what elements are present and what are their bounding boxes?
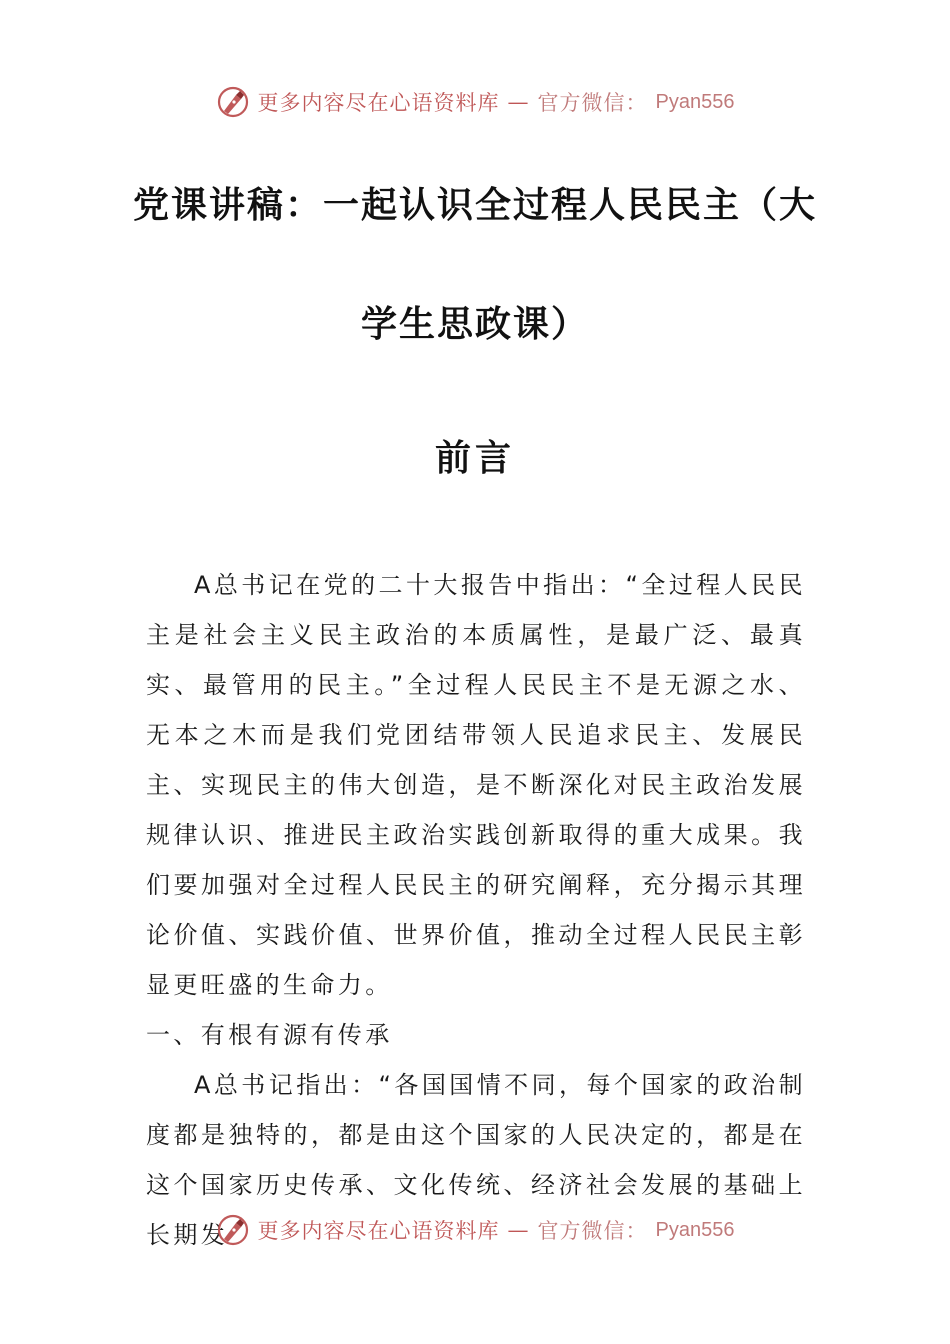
preface-heading: 前言 bbox=[434, 438, 515, 479]
paragraph-2: A总书记指出：“各国国情不同，每个国家的政治制度都是独特的，都是由这个国家的人民决定的，都是在这个国家历史传承、文化传统、经济社会发展的基础上长期发 bbox=[146, 1071, 806, 1249]
banner-wechat-label: 官方微信： bbox=[537, 91, 648, 115]
header-watermark-banner bbox=[0, 82, 950, 122]
footer-watermark-banner bbox=[0, 1210, 950, 1250]
banner-dash: — bbox=[507, 1218, 530, 1242]
document-body bbox=[146, 560, 806, 1260]
banner-account: Pyan556 bbox=[655, 1218, 735, 1241]
section-1-heading: 一、有根有源有传承 bbox=[146, 1021, 393, 1049]
document-title-line1: 党课讲稿：一起认识全过程人民民主（大 bbox=[132, 185, 817, 226]
paragraph-1: A总书记在党的二十大报告中指出：“全过程人民民主是社会主义民主政治的本质属性，是最广泛、最真实、最管用的民主。”全过程人民民主不是无源之水、无本之木而是我们党团结带领人民追求民主、发展民主、实现民主的伟大创造，是不断深化对民主政治发展规律认识、推进民主政治实践创新取得的重大成果。我们要加强对全过程人民民主的研究阐释，充分揭示其理论价值、实践价值、世界价值，推动全过程人民民主彰显更旺盛的生命力。 bbox=[146, 571, 806, 999]
pen-nib-circle-logo-icon bbox=[216, 1213, 250, 1247]
banner-account: Pyan556 bbox=[655, 90, 735, 113]
banner-brand-text: 更多内容尽在心语资料库 bbox=[257, 91, 500, 115]
pen-nib-circle-logo-icon bbox=[216, 85, 250, 119]
banner-brand-text: 更多内容尽在心语资料库 bbox=[257, 1219, 500, 1243]
banner-dash: — bbox=[507, 90, 530, 114]
banner-wechat-label: 官方微信： bbox=[537, 1219, 648, 1243]
document-title-line2: 学生思政课） bbox=[360, 304, 589, 345]
